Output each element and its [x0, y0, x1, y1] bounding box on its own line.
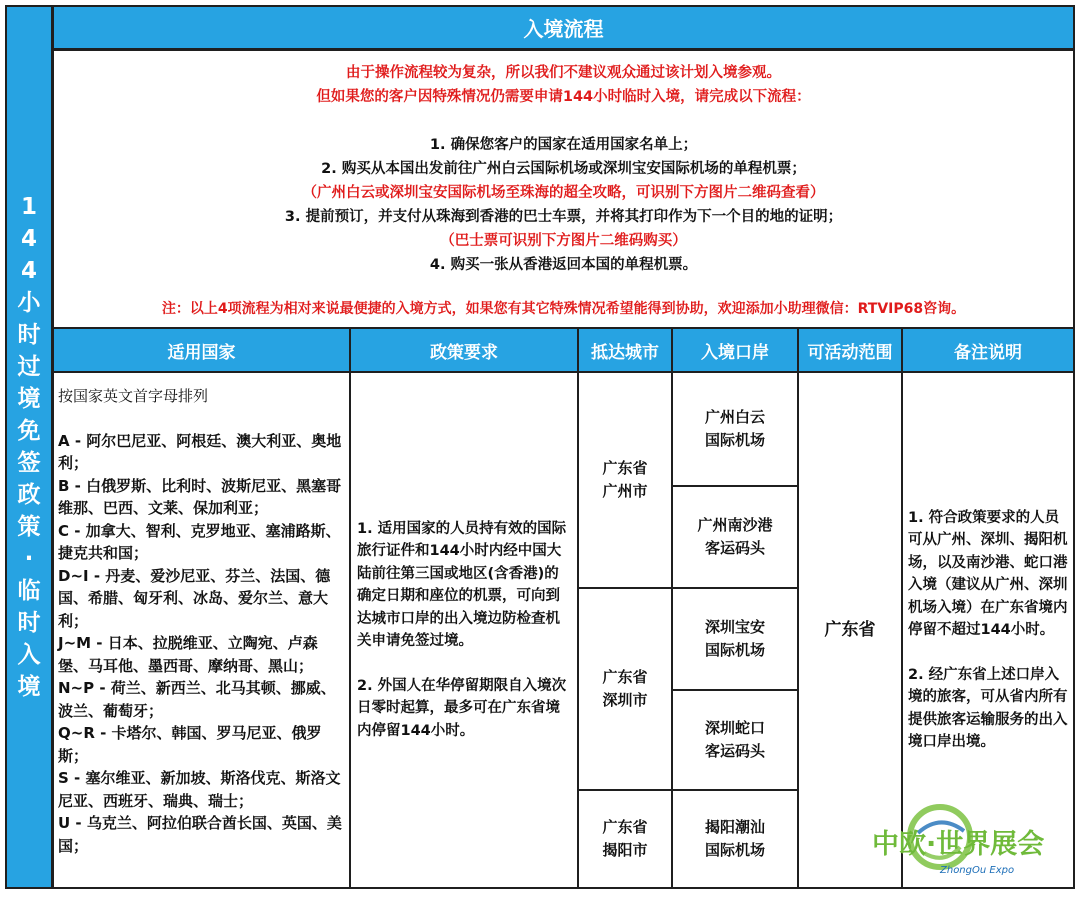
country-group: N~P - 荷兰、新西兰、北马其顿、挪威、波兰、葡萄牙； — [58, 679, 336, 720]
port-name: 深圳宝安 — [704, 618, 765, 636]
port-name: 揭阳潮汕 — [704, 818, 765, 836]
country-group: U - 乌克兰、阿拉伯联合酋长国、英国、美国； — [58, 814, 342, 855]
port-cell — [671, 587, 799, 691]
port-name: 深圳蛇口 — [704, 719, 765, 737]
flow-warning-line-2: 但如果您的客户因特殊情况仍需要申请144小时临时入境，请完成以下流程： — [316, 89, 811, 105]
city-cell-jieyang — [577, 789, 673, 889]
side-title-char: 临 — [17, 578, 41, 604]
country-group: B - 白俄罗斯、比利时、波斯尼亚、黑塞哥维那、巴西、文莱、保加利亚； — [58, 476, 342, 517]
city-name: 深圳市 — [602, 691, 648, 709]
flow-step-3-note: （巴士票可识别下方图片二维码购买） — [440, 233, 687, 249]
globe-logo-icon — [868, 803, 1073, 885]
port-cell — [671, 789, 799, 889]
port-type: 客运码头 — [704, 539, 765, 557]
port-name: 广州白云 — [704, 408, 765, 426]
header-range: 可活动范围 — [797, 327, 903, 373]
country-group: Q~R - 卡塔尔、韩国、罗马尼亚、俄罗斯； — [58, 724, 322, 765]
city-province: 广东省 — [602, 668, 648, 686]
side-title-char: · — [24, 546, 34, 572]
flow-warning-line-1: 由于操作流程较为复杂，所以我们不建议观众通过该计划入境参观。 — [346, 65, 781, 81]
port-type: 客运码头 — [704, 742, 765, 760]
header-countries: 适用国家 — [52, 327, 351, 373]
flow-step-2: 2. 购买从本国出发前往广州白云国际机场或深圳宝安国际机场的单程机票； — [321, 161, 806, 177]
flow-step-3: 3. 提前预订，并支付从珠海到香港的巴士车票，并将其打印作为下一个目的地的证明； — [284, 209, 843, 225]
port-cell — [671, 689, 799, 791]
city-province: 广东省 — [602, 459, 648, 477]
header-port: 入境口岸 — [671, 327, 799, 373]
side-title-char: 境 — [17, 674, 41, 700]
side-title-char: 时 — [17, 322, 41, 348]
side-title-char: 时 — [17, 610, 41, 636]
port-cell — [671, 371, 799, 487]
policy-item-2: 2. 外国人在华停留期限自入境次日零时起算，最多可在广东省境内停留144小时。 — [357, 677, 567, 739]
side-title-char: 免 — [17, 418, 41, 444]
country-group: D~I - 丹麦、爱沙尼亚、芬兰、法国、德国、希腊、匈牙利、冰岛、爱尔兰、意大利； — [58, 566, 331, 630]
policy-cell — [349, 371, 579, 889]
country-group: C - 加拿大、智利、克罗地亚、塞浦路斯、捷克共和国； — [58, 521, 341, 562]
side-title-char: 1 — [20, 194, 37, 220]
side-title-char: 4 — [20, 258, 37, 284]
port-type: 国际机场 — [704, 841, 765, 859]
header-policy: 政策要求 — [349, 327, 579, 373]
country-group: A - 阿尔巴尼亚、阿根廷、澳大利亚、奥地利； — [58, 431, 342, 472]
side-title-char: 小 — [17, 290, 41, 316]
flow-note: 注：以上4项流程为相对来说最便捷的入境方式，如果您有其它特殊情况希望能得到协助，欢迎添加小助理微信：RTVIP68咨询。 — [161, 301, 966, 317]
remark-item-1: 1. 符合政策要求的人员可从广州、深圳、揭阳机场，以及南沙港、蛇口港入境（建议从广州、深圳机场入境）在广东省境内停留不超过144小时。 — [908, 509, 1068, 638]
logo-main-text: 中欧·世界展会 — [872, 829, 1045, 860]
city-name: 广州市 — [602, 482, 648, 500]
flow-step-4: 4. 购买一张从香港返回本国的单程机票。 — [429, 257, 698, 273]
logo-sub-text: ZhongOu Expo — [940, 865, 1015, 876]
policy-item-1: 1. 适用国家的人员持有效的国际旅行证件和144小时内经中国大陆前往第三国或地区(含香港)的确定日期和座位的机票，可向到达城市口岸的出入境边防检查机关申请免签过境。 — [357, 520, 567, 650]
side-title-char: 过 — [17, 354, 41, 380]
side-title-char: 入 — [17, 642, 41, 668]
side-title-char: 4 — [20, 226, 37, 252]
flow-header: 入境流程 — [52, 5, 1075, 50]
side-title — [5, 5, 53, 889]
countries-intro: 按国家英文首字母排列 — [58, 387, 209, 405]
country-group: J~M - 日本、拉脱维亚、立陶宛、卢森堡、马耳他、墨西哥、摩纳哥、黑山； — [58, 634, 318, 675]
flow-body — [52, 49, 1075, 329]
port-type: 国际机场 — [704, 641, 765, 659]
side-title-char: 策 — [17, 514, 41, 540]
header-city: 抵达城市 — [577, 327, 673, 373]
countries-cell — [52, 371, 351, 889]
zhongou-expo-logo — [868, 803, 1073, 885]
flow-step-1: 1. 确保您客户的国家在适用国家名单上； — [429, 137, 698, 153]
side-title-char: 签 — [17, 450, 41, 476]
city-cell-guangzhou — [577, 371, 673, 589]
side-title-char: 境 — [17, 386, 41, 412]
port-type: 国际机场 — [704, 431, 765, 449]
range-cell: 广东省 — [797, 371, 903, 889]
side-title-char: 政 — [17, 482, 41, 508]
city-cell-shenzhen — [577, 587, 673, 791]
city-name: 揭阳市 — [602, 841, 648, 859]
country-group: S - 塞尔维亚、新加坡、斯洛伐克、斯洛文尼亚、西班牙、瑞典、瑞士； — [58, 769, 341, 810]
remark-item-2: 2. 经广东省上述口岸入境的旅客，可从省内所有提供旅客运输服务的出入境口岸出境。 — [908, 666, 1068, 750]
flow-step-2-note: （广州白云或深圳宝安国际机场至珠海的超全攻略，可识别下方图片二维码查看） — [302, 185, 825, 201]
header-remarks: 备注说明 — [901, 327, 1075, 373]
port-name: 广州南沙港 — [697, 516, 773, 534]
port-cell — [671, 485, 799, 589]
city-province: 广东省 — [602, 818, 648, 836]
